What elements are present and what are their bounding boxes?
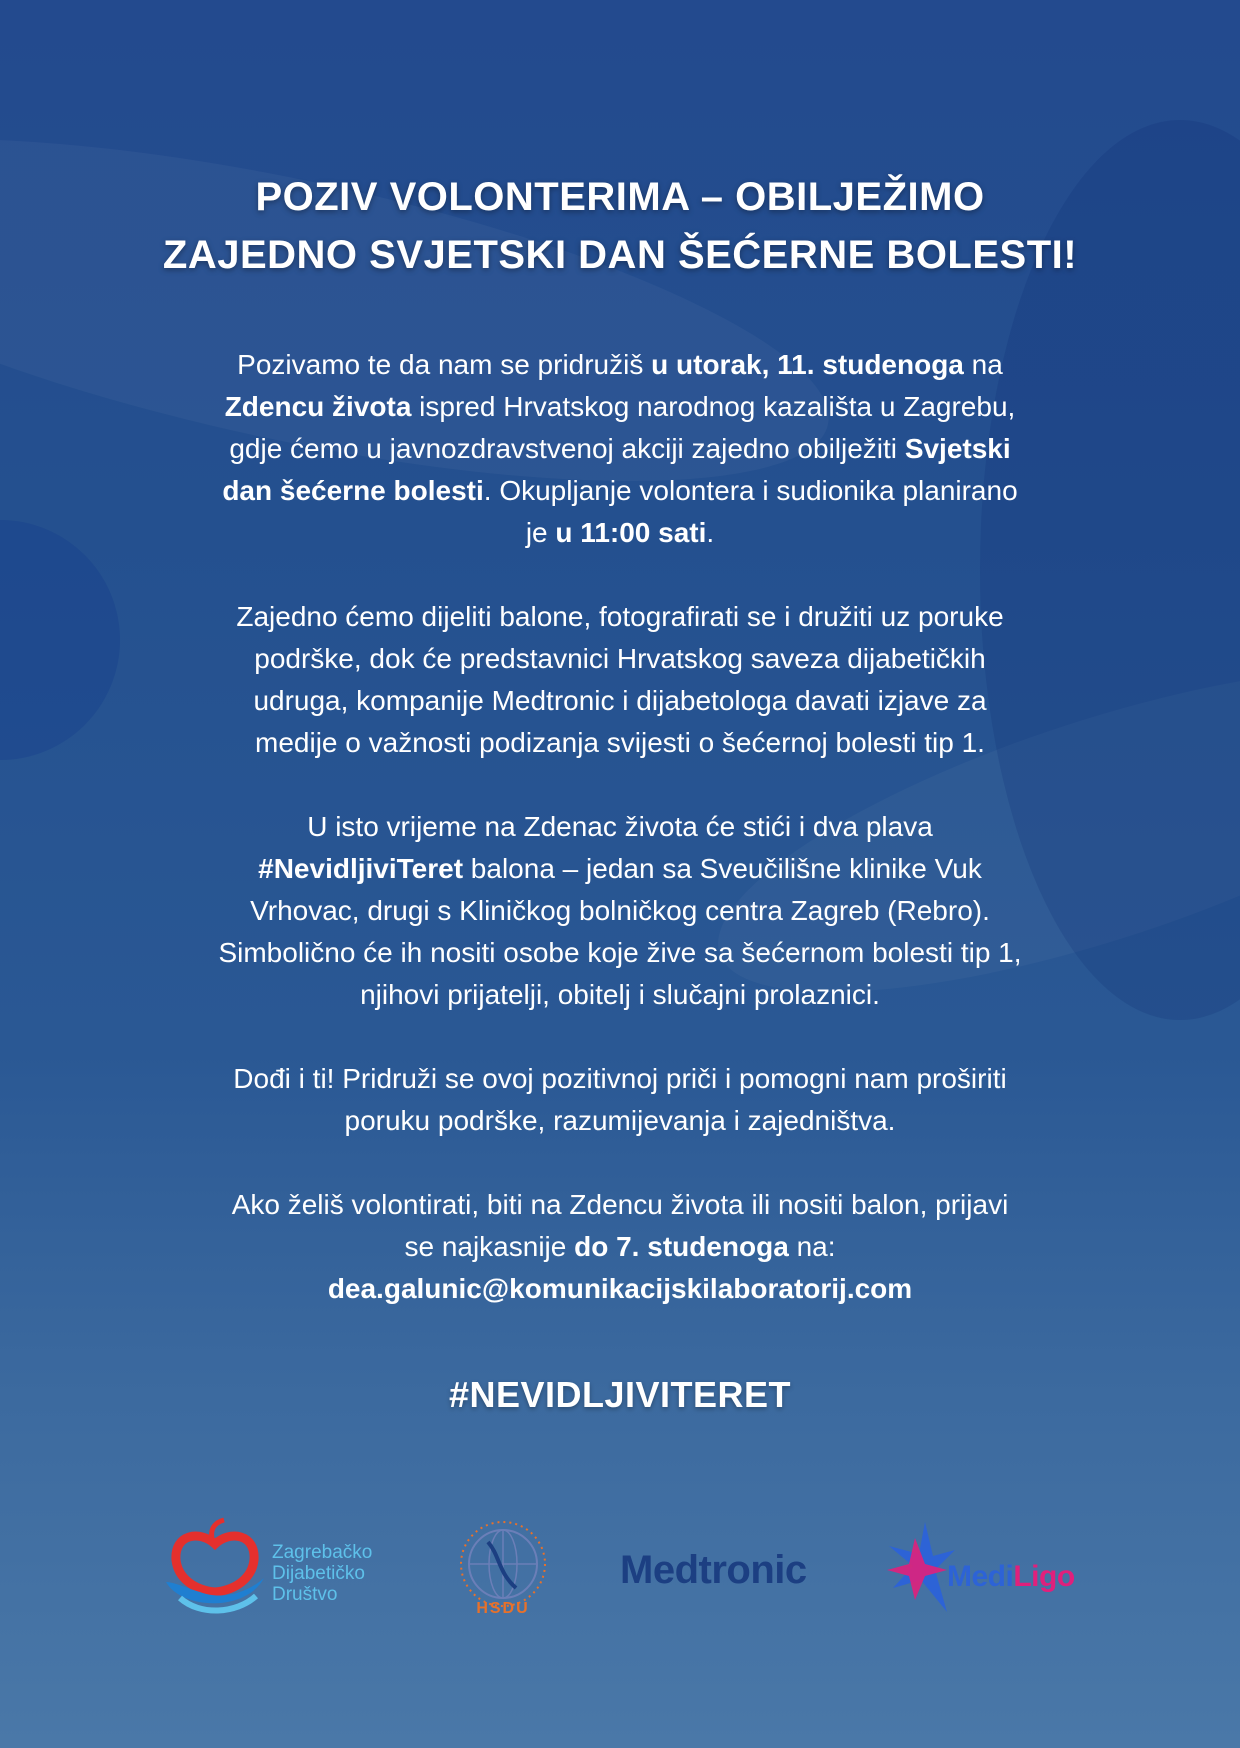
text-run: . xyxy=(706,517,715,548)
location-highlight: Zdencu života xyxy=(224,391,412,422)
medtronic-logo xyxy=(620,1516,820,1626)
paragraph-balloons xyxy=(120,806,1120,1016)
mediligo-logo xyxy=(885,1516,1085,1626)
hashtag-inline: #NevidljiviTeret xyxy=(258,853,464,884)
text-line xyxy=(120,512,1120,554)
text-run: Pozivamo te da nam se pridružiš xyxy=(237,349,652,380)
time-highlight: u 11:00 sati xyxy=(555,517,707,548)
text-line: Simbolično će ih nositi osobe koje žive sa šećernom bolesti tip 1, xyxy=(218,937,1022,968)
partner-logos xyxy=(140,1516,1100,1626)
text-line: Zajedno ćemo dijeliti balone, fotografirati se i družiti uz poruke xyxy=(236,601,1004,632)
text-run: se najkasnije xyxy=(404,1231,575,1262)
date-highlight: u utorak, 11. studenoga xyxy=(651,349,964,380)
text-line: podrške, dok će predstavnici Hrvatskog saveza dijabetičkih xyxy=(254,643,986,674)
text-line: Dođi i ti! Pridruži se ovoj pozitivnoj priči i pomogni nam proširiti xyxy=(233,1063,1007,1094)
paragraph-call-to-action xyxy=(120,1058,1120,1142)
mediligo-part-b: Ligo xyxy=(1013,1560,1075,1593)
text-line: poruku podrške, razumijevanja i zajedništva. xyxy=(344,1105,896,1136)
star-icon xyxy=(885,1516,955,1626)
paragraph-activities xyxy=(120,596,1120,764)
text-run: gdje ćemo u javnozdravstvenoj akciji zajedno obilježiti xyxy=(229,433,905,464)
text-line xyxy=(120,848,1120,890)
page-title xyxy=(60,168,1180,284)
apple-hands-icon xyxy=(160,1516,270,1626)
text-line: medije o važnosti podizanja svijesti o šećernoj bolesti tip 1. xyxy=(255,727,985,758)
text-line xyxy=(120,386,1120,428)
paragraph-signup xyxy=(120,1184,1120,1310)
text-run: je xyxy=(525,517,556,548)
paragraph-invitation xyxy=(120,344,1120,554)
text-run: balona – jedan sa Sveučilišne klinike Vuk xyxy=(463,853,982,884)
email-link[interactable]: dea.galunic@komunikacijskilaboratorij.com xyxy=(327,1273,913,1304)
mediligo-part-a: Medi xyxy=(947,1560,1014,1593)
text-run: na xyxy=(963,349,1003,380)
hsdu-logo-text: HSDU xyxy=(476,1600,530,1617)
text-line xyxy=(120,428,1120,470)
logo-text-line: Dijabetičko xyxy=(272,1563,365,1584)
background-swirl xyxy=(0,520,120,760)
text-line: udruga, kompanije Medtronic i dijabetologa davati izjave za xyxy=(253,685,987,716)
logo-text-line: Društvo xyxy=(272,1584,338,1605)
text-line: U isto vrijeme na Zdenac života će stići i dva plava xyxy=(307,811,933,842)
event-highlight: dan šećerne bolesti xyxy=(222,475,484,506)
zdd-logo-text xyxy=(272,1542,372,1605)
logo-text-line: Zagrebačko xyxy=(272,1542,373,1563)
text-line: Vrhovac, drugi s Kliničkog bolničkog centra Zagreb (Rebro). xyxy=(250,895,990,926)
title-line-2: ZAJEDNO SVJETSKI DAN ŠEĆERNE BOLESTI! xyxy=(162,233,1078,277)
deadline-highlight: do 7. studenoga xyxy=(574,1231,789,1262)
body-text xyxy=(120,344,1120,1310)
text-line: njihovi prijatelji, obitelj i slučajni prolaznici. xyxy=(360,979,880,1010)
text-line xyxy=(120,344,1120,386)
text-line: Ako želiš volontirati, biti na Zdencu života ili nositi balon, prijavi xyxy=(231,1189,1009,1220)
text-run: . Okupljanje volontera i sudionika planirano xyxy=(483,475,1018,506)
hsdu-logo xyxy=(448,1516,558,1626)
zdd-logo xyxy=(160,1516,390,1626)
event-highlight: Svjetski xyxy=(904,433,1011,464)
campaign-hashtag: #NEVIDLJIVITERET xyxy=(448,1374,792,1415)
text-line xyxy=(120,470,1120,512)
text-run: ispred Hrvatskog narodnog kazališta u Zagrebu, xyxy=(411,391,1016,422)
medtronic-wordmark: Medtronic xyxy=(620,1548,807,1592)
text-run: na: xyxy=(788,1231,836,1262)
text-line xyxy=(120,1226,1120,1268)
mediligo-wordmark xyxy=(947,1560,1075,1594)
title-line-1: POZIV VOLONTERIMA – OBILJEŽIMO xyxy=(255,175,985,219)
